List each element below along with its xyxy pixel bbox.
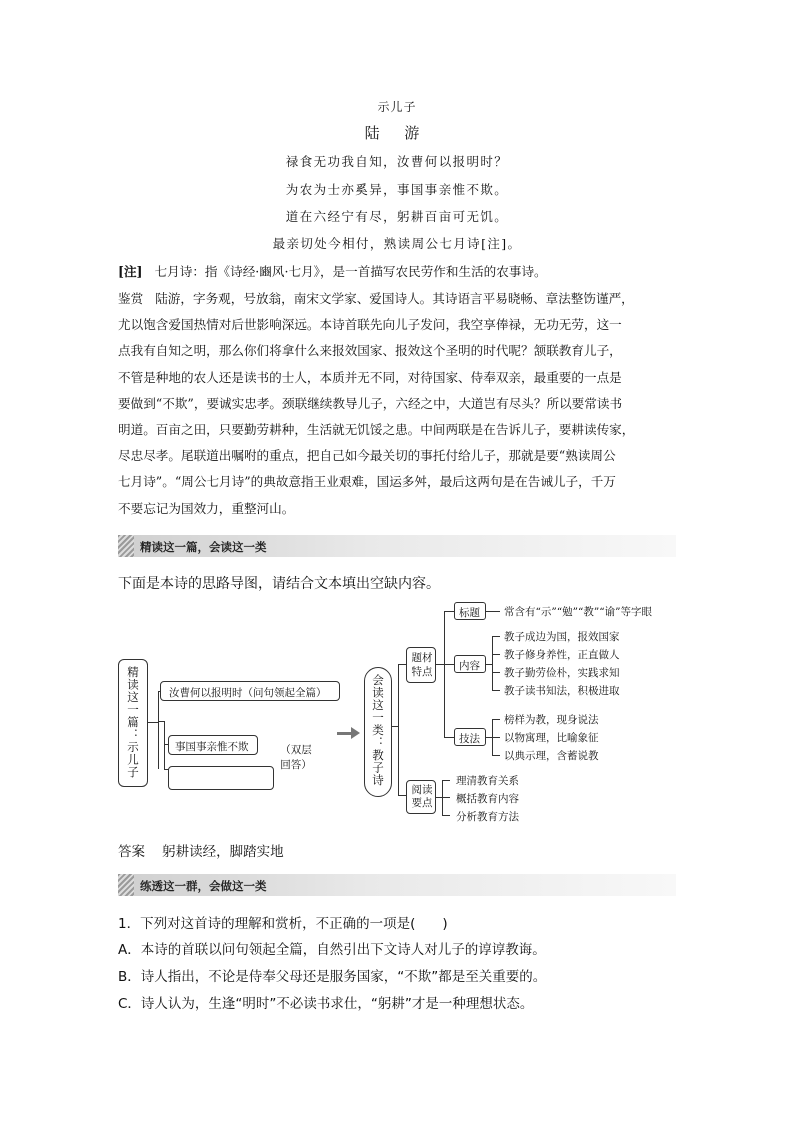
appreciation-line: 不管是种地的农人还是读书的士人，本质并无不同，对待国家、侍奉双亲，最重要的一点是 [118,369,622,385]
mindmap-reading-item: 概括教育内容 [456,793,519,805]
appreciation-label: 鉴赏 [118,291,144,306]
section-banner [118,874,676,896]
appreciation-line: 点我有自知之明，那么你们将拿什么来报效国家、报效这个圣明的时代呢？颔联教育儿子， [118,343,622,359]
poem-note [118,259,678,285]
mindmap-sub-title-desc: 常含有“示”“勉”“教”“谕”等字眼 [504,606,652,618]
answer-text: 躬耕读经，脚踏实地 [162,844,284,860]
appreciation-line: 明道。百亩之田，只要勤劳耕种，生活就无饥馁之患。中间两联是在告诉儿子，要耕读传家， [118,422,635,438]
banner-title: 精读这一篇，会读这一类 [140,540,267,554]
mindmap-content-item: 教子读书知法，积极进取 [504,685,620,697]
mindmap-sub-tech: 技法 [454,728,486,746]
banner-title: 练透这一群，会做这一类 [140,879,267,893]
answer-label: 答案 [118,844,145,860]
note-text: 七月诗：指《诗经·豳风·七月》，是一首描写农民劳作和生活的农事诗。 [154,264,547,279]
option-a: A．本诗的首联以问句领起全篇，自然引出下文诗人对儿子的谆谆教诲。 [118,942,546,958]
poem-line: 道在六经宁有尽，躬耕百亩可无饥。 [285,209,509,224]
mindmap-content-item: 教子修身养性，正直做人 [504,649,620,661]
poem-author: 陆 游 [364,124,430,142]
mindmap-branch1: 汝曹何以报明时（问句领起全篇） [160,681,340,701]
appreciation-line: 不要忘记为国效力，重整河山。 [118,500,295,516]
arrow-head-icon [351,727,360,739]
banner-stripe [118,874,134,896]
mindmap-cat2: 阅读要点 [406,780,436,814]
mindmap-tech-item: 榜样为教，现身说法 [504,714,599,726]
appreciation-line: 尤以饱含爱国热情对后世影响深远。本诗首联先向儿子发问，我空享俸禄，无功无劳，这一 [118,317,622,333]
note-tag: [注] [118,264,143,279]
poem-line: 禄食无功我自知，汝曹何以报明时？ [285,154,509,169]
mindmap-cat1: 题材特点 [406,647,436,683]
mindmap-left-root: 精读这一篇：示儿子 [118,659,148,787]
section-banner [118,535,676,557]
mind-map [110,595,690,830]
option-c: C．诗人认为，生逢“明时”不必读书求仕，“躬耕”才是一种理想状态。 [118,996,534,1012]
mindmap-branch2: 事国事亲惟不欺 [168,735,258,755]
appreciation-line: 鉴赏 陆游，字务观，号放翁，南宋文学家、爱国诗人。其诗语言平易晓畅、章法整饬谨严， [118,291,634,306]
banner-stripe [118,535,134,557]
mindmap-right-root: 会读这一类：教子诗 [364,667,392,797]
mindmap-branch-note: （双层回答） [280,744,312,771]
mindmap-sub-content: 内容 [454,655,486,673]
appreciation-line: 要做到“不欺”，要诚实忠孝。颈联继续教导儿子，六经之中，大道岂有尽头？所以要常读书 [118,395,623,411]
poem-line: 为农为士亦奚异，事国事亲惟不欺。 [285,182,509,197]
answer-line [118,840,284,860]
poem-line: 最亲切处今相付，熟读周公七月诗[注]。 [272,236,522,251]
mindmap-content-item: 教子成边为国，报效国家 [504,631,620,643]
appreciation-line: 尽忠尽孝。尾联道出嘱咐的重点，把自己如今最关切的事托付给儿子，那就是要“熟读周公 [118,448,616,464]
poem-title: 示儿子 [377,100,417,114]
appreciation-line: 七月诗”。“周公七月诗”的典故意指王业艰难，国运多舛，最后这两句是在告诫儿子，千万 [118,474,616,490]
question-text: 1．下列对这首诗的理解和赏析，不正确的一项是( ) [118,916,448,932]
mindmap-tech-item: 以典示理，含蓄说教 [504,750,599,762]
option-b: B．诗人指出，不论是侍奉父母还是服务国家，“不欺”都是至关重要的。 [118,969,547,985]
mindmap-blank-box[interactable] [168,766,274,790]
mindmap-sub-title: 标题 [454,602,486,620]
mindmap-reading-item: 理清教育关系 [456,775,519,787]
mindmap-content-item: 教子勤劳俭朴，实践求知 [504,667,620,679]
appreciation-block [118,286,678,522]
mindmap-tech-item: 以物寓理，比喻象征 [504,732,599,744]
instruction-text: 下面是本诗的思路导图，请结合文本填出空缺内容。 [118,576,440,592]
mindmap-reading-item: 分析教育方法 [456,811,519,823]
